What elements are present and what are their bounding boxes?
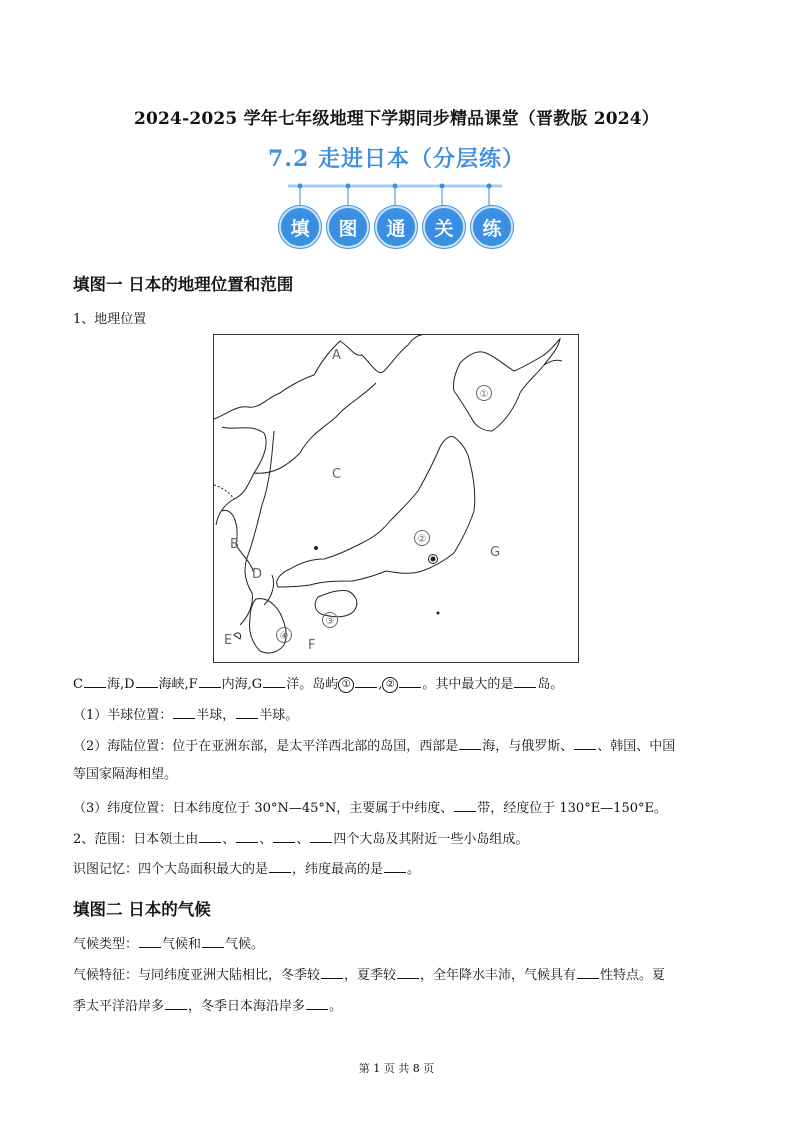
blank[interactable] [84, 675, 106, 688]
fill-line-2: （1）半球位置： 半球， 半球。 [73, 708, 299, 723]
badge-tian: 填 [279, 206, 321, 248]
japan-map [213, 334, 579, 663]
map-label-4: ④ [279, 631, 289, 642]
blank[interactable] [399, 675, 421, 688]
badge-tu: 图 [327, 206, 369, 248]
blank[interactable] [273, 830, 295, 843]
fill-line-6: 2、范围：日本领土由 、 、 、 四个大岛及其附近一些小岛组成。 [73, 832, 529, 847]
map-label-g: G [490, 545, 501, 560]
map-outline [214, 335, 578, 662]
blank[interactable] [236, 706, 258, 719]
document-title: 2024-2025 学年七年级地理下学期同步精品课堂（晋教版 2024） [133, 109, 660, 129]
map-label-2: ② [417, 534, 427, 545]
fill-line-3: （2）海陆位置：位于在亚洲东部，是太平洋西北部的岛国，西部是 海，与俄罗斯、 、韩国、中国 [73, 739, 676, 754]
blank[interactable] [269, 860, 291, 873]
blank[interactable] [397, 966, 419, 979]
climate-line-1: 气候类型： 气候和 气候。 [73, 937, 265, 952]
fill-line-7: 识图记忆：四个大岛面积最大的是 ，纬度最高的是 。 [73, 862, 421, 877]
climate-line-2: 气候特征：与同纬度亚洲大陆相比，冬季较 ，夏季较 ，全年降水丰沛，气候具有 性特点。夏 [73, 968, 666, 983]
map-label-e: E [224, 633, 233, 648]
blank[interactable] [384, 860, 406, 873]
climate-line-3: 季太平洋沿岸多 ，冬季日本海沿岸多 。 [73, 999, 343, 1014]
fill-line-1: C 海,D 海峡,F 内海,G 洋。岛屿 ① , ② 。其中最大的是 岛。 [73, 677, 564, 692]
badge-guan: 关 [423, 206, 465, 248]
section2-heading: 填图二 日本的气候 [73, 900, 211, 919]
blank[interactable] [165, 997, 187, 1010]
page-number: 第 1 页 共 8 页 [358, 1062, 435, 1075]
fill-line-4: 等国家隔海相望。 [73, 767, 178, 782]
map-label-3: ③ [325, 616, 335, 627]
blank[interactable] [321, 966, 343, 979]
blank[interactable] [577, 966, 599, 979]
blank[interactable] [202, 935, 224, 948]
blank[interactable] [263, 675, 285, 688]
blank[interactable] [173, 706, 195, 719]
map-label-c: C [332, 467, 342, 482]
blank[interactable] [136, 675, 158, 688]
blank[interactable] [199, 675, 221, 688]
q1-label: 1、地理位置 [73, 312, 147, 327]
map-label-f: F [308, 638, 316, 653]
blank[interactable] [459, 737, 481, 750]
lesson-subtitle: 7.2 走进日本（分层练） [268, 146, 525, 172]
blank[interactable] [236, 830, 258, 843]
map-label-d: D [252, 567, 263, 582]
blank[interactable] [139, 935, 161, 948]
blank[interactable] [306, 997, 328, 1010]
blank[interactable] [514, 675, 536, 688]
map-label-a: A [332, 348, 341, 363]
section1-heading: 填图一 日本的地理位置和范围 [73, 275, 294, 294]
map-label-b: B [230, 537, 239, 552]
badge-row [279, 206, 513, 248]
blank[interactable] [355, 675, 377, 688]
tokyo-marker-icon [429, 555, 438, 564]
fill-line-5: （3）纬度位置：日本纬度位于 30°N—45°N，主要属于中纬度、 带，经度位于 130°E—150°E。 [73, 801, 667, 816]
map-label-1: ① [479, 389, 489, 400]
title-decoration [288, 180, 502, 208]
blank[interactable] [310, 830, 332, 843]
blank[interactable] [199, 830, 221, 843]
badge-tong: 通 [375, 206, 417, 248]
blank[interactable] [574, 737, 596, 750]
blank[interactable] [454, 799, 476, 812]
badge-lian: 练 [471, 206, 513, 248]
